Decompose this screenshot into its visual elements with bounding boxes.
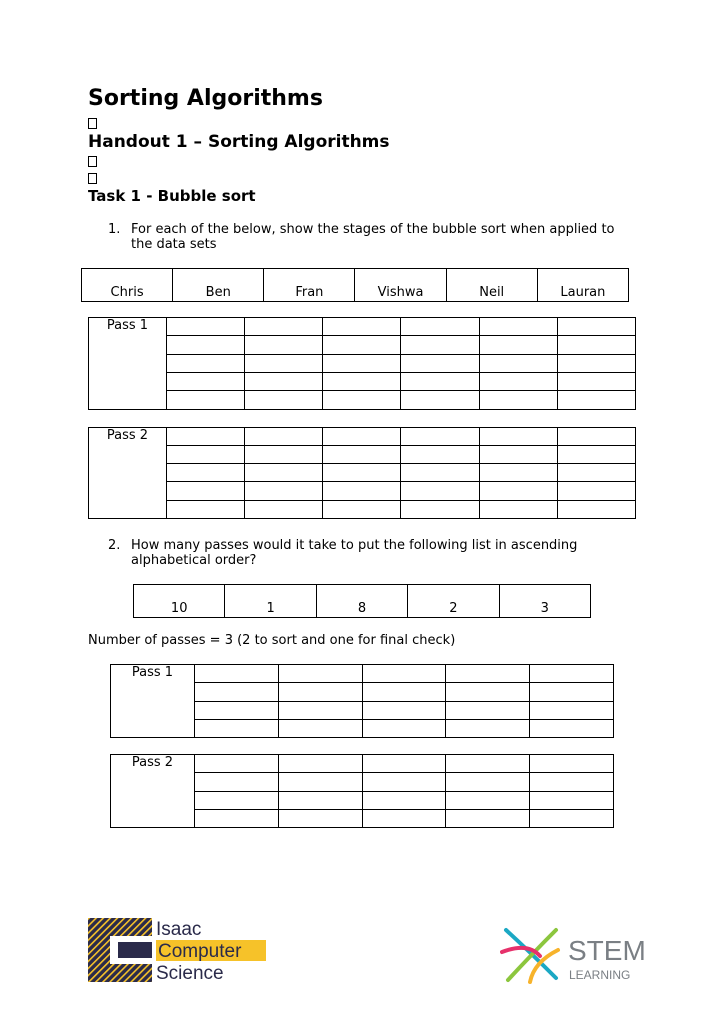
question-1-line-2: the data sets [131,237,217,252]
answer-cell[interactable] [446,719,530,737]
stem-cross-icon [502,930,558,982]
answer-cell[interactable] [323,500,401,519]
answer-cell[interactable] [401,464,479,482]
answer-cell[interactable] [167,336,245,354]
answer-cell[interactable] [323,354,401,372]
answer-cell[interactable] [557,318,635,336]
number-cell: 3 [499,585,590,618]
answer-cell[interactable] [278,809,362,827]
answer-cell[interactable] [278,701,362,719]
answer-cell[interactable] [401,372,479,390]
question-1-number: 1. [108,222,121,237]
answer-cell[interactable] [557,336,635,354]
answer-cell[interactable] [167,354,245,372]
answer-cell[interactable] [362,791,446,809]
question-1-text [131,222,615,252]
passes-answer: Number of passes = 3 (2 to sort and one for final check) [88,633,456,648]
answer-cell[interactable] [446,665,530,683]
answer-cell[interactable] [479,372,557,390]
name-cell: Lauran [537,269,628,302]
question-2-line-2: alphabetical order? [131,553,257,568]
answer-cell[interactable] [362,809,446,827]
answer-cell[interactable] [195,719,279,737]
answer-cell[interactable] [195,701,279,719]
missing-glyph-icon [88,173,97,184]
isaac-computer-science-logo [88,918,268,984]
answer-cell[interactable] [278,719,362,737]
answer-cell[interactable] [323,372,401,390]
answer-cell[interactable] [278,791,362,809]
answer-cell[interactable] [401,354,479,372]
answer-cell[interactable] [530,755,614,773]
answer-cell[interactable] [479,318,557,336]
answer-cell[interactable] [245,446,323,464]
name-cell: Chris [82,269,173,302]
answer-cell[interactable] [362,665,446,683]
question-2-line-1: How many passes would it take to put the following list in ascending [131,538,578,553]
answer-cell[interactable] [195,791,279,809]
answer-cell[interactable] [530,773,614,791]
q2-pass-1-table [110,664,614,738]
answer-cell[interactable] [245,318,323,336]
name-cell: Vishwa [355,269,446,302]
answer-cell[interactable] [362,773,446,791]
answer-cell[interactable] [479,446,557,464]
names-data-table [81,268,629,302]
answer-cell[interactable] [446,701,530,719]
answer-cell[interactable] [245,500,323,519]
answer-cell[interactable] [446,683,530,701]
answer-cell[interactable] [446,755,530,773]
number-cell: 10 [134,585,225,618]
answer-cell[interactable] [401,428,479,446]
answer-cell[interactable] [362,683,446,701]
answer-cell[interactable] [167,391,245,410]
answer-cell[interactable] [557,354,635,372]
answer-cell[interactable] [401,500,479,519]
answer-cell[interactable] [245,428,323,446]
answer-cell[interactable] [557,482,635,500]
answer-cell[interactable] [557,446,635,464]
number-cell: 8 [316,585,407,618]
answer-cell[interactable] [557,391,635,410]
answer-cell[interactable] [530,701,614,719]
answer-cell[interactable] [278,665,362,683]
page-title: Sorting Algorithms [88,86,323,111]
answer-cell[interactable] [245,391,323,410]
answer-cell[interactable] [323,446,401,464]
answer-cell[interactable] [479,354,557,372]
answer-cell[interactable] [401,336,479,354]
answer-cell[interactable] [362,755,446,773]
answer-cell[interactable] [167,372,245,390]
answer-cell[interactable] [167,446,245,464]
answer-cell[interactable] [245,372,323,390]
missing-glyph-icon [88,118,97,129]
isaac-logo-word: Isaac [156,919,202,940]
answer-cell[interactable] [167,500,245,519]
answer-cell[interactable] [362,701,446,719]
answer-cell[interactable] [401,391,479,410]
question-1-line-1: For each of the below, show the stages of the bubble sort when applied to [131,222,615,237]
pass-label: Pass 1 [89,318,167,410]
name-cell: Neil [446,269,537,302]
answer-cell[interactable] [530,683,614,701]
answer-cell[interactable] [323,391,401,410]
stem-learning-logo [500,922,660,986]
answer-cell[interactable] [167,428,245,446]
answer-cell[interactable] [167,482,245,500]
pass-label: Pass 2 [111,755,195,828]
answer-cell[interactable] [195,755,279,773]
answer-cell[interactable] [245,336,323,354]
answer-cell[interactable] [530,719,614,737]
answer-cell[interactable] [479,428,557,446]
answer-cell[interactable] [557,372,635,390]
pass-2-table [88,427,636,519]
pass-1-table [88,317,636,410]
answer-cell[interactable] [401,318,479,336]
answer-cell[interactable] [278,755,362,773]
pass-label: Pass 2 [89,428,167,519]
number-cell: 2 [408,585,499,618]
answer-cell[interactable] [195,665,279,683]
answer-cell[interactable] [167,464,245,482]
answer-cell[interactable] [195,683,279,701]
handout-heading: Handout 1 – Sorting Algorithms [88,132,390,152]
name-cell: Ben [173,269,264,302]
question-2-text [131,538,577,568]
answer-cell[interactable] [401,446,479,464]
stem-logo-word: STEM [568,935,646,966]
answer-cell[interactable] [557,428,635,446]
answer-cell[interactable] [479,391,557,410]
answer-cell[interactable] [479,464,557,482]
q2-pass-2-table [110,754,614,828]
answer-cell[interactable] [530,809,614,827]
answer-cell[interactable] [557,464,635,482]
answer-cell[interactable] [195,809,279,827]
answer-cell[interactable] [195,773,279,791]
answer-cell[interactable] [323,464,401,482]
answer-cell[interactable] [479,336,557,354]
answer-cell[interactable] [323,318,401,336]
answer-cell[interactable] [323,428,401,446]
pass-label: Pass 1 [111,665,195,738]
answer-cell[interactable] [278,683,362,701]
number-cell: 1 [225,585,316,618]
isaac-logo-word: Science [156,963,224,984]
task-heading: Task 1 - Bubble sort [88,187,256,205]
answer-cell[interactable] [557,500,635,519]
answer-cell[interactable] [362,719,446,737]
answer-cell[interactable] [479,500,557,519]
stem-logo-subword: LEARNING [569,968,631,982]
numbers-data-table [133,584,591,618]
answer-cell[interactable] [401,482,479,500]
answer-cell[interactable] [245,354,323,372]
missing-glyph-icon [88,156,97,167]
answer-cell[interactable] [530,791,614,809]
answer-cell[interactable] [245,464,323,482]
answer-cell[interactable] [446,773,530,791]
answer-cell[interactable] [245,482,323,500]
answer-cell[interactable] [446,791,530,809]
question-2-number: 2. [108,538,121,553]
answer-cell[interactable] [323,336,401,354]
name-cell: Fran [264,269,355,302]
answer-cell[interactable] [530,665,614,683]
answer-cell[interactable] [446,809,530,827]
answer-cell[interactable] [323,482,401,500]
isaac-logo-word: Computer [158,941,242,962]
answer-cell[interactable] [479,482,557,500]
answer-cell[interactable] [167,318,245,336]
answer-cell[interactable] [278,773,362,791]
